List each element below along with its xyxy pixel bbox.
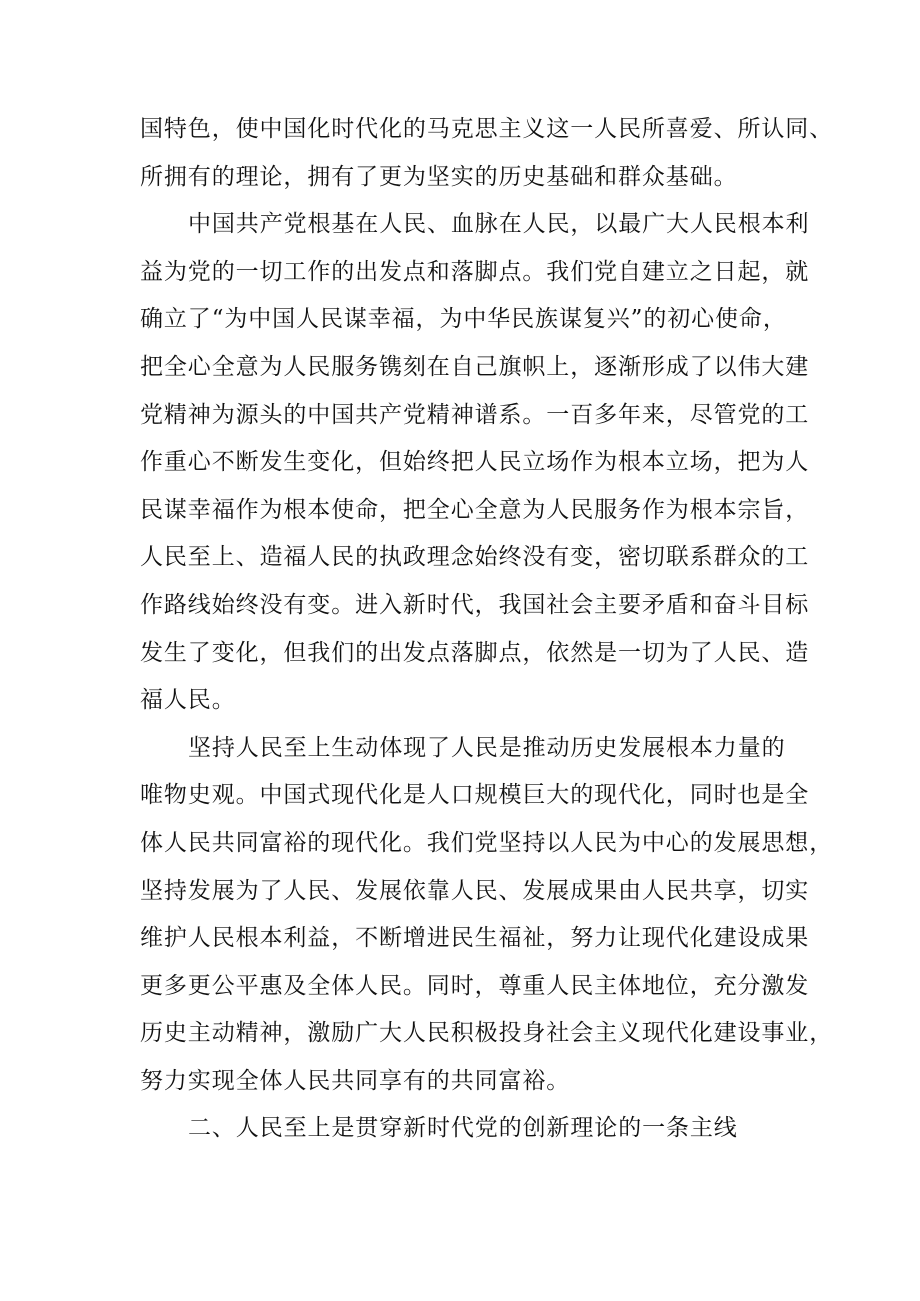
- text-line: 国特色，使中国化时代化的马克思主义这一人民所喜爱、所认同、: [140, 116, 834, 142]
- text-line: 二、人民至上是贯穿新时代党的创新理论的一条主线: [188, 1115, 738, 1142]
- document-body: [140, 106, 834, 1153]
- text-line: 党精神为源头的中国共产党精神谱系。一百多年来，尽管党的工: [140, 401, 810, 428]
- text-line: 民谋幸福作为根本使命，把全心全意为人民服务作为根本宗旨，: [140, 496, 810, 523]
- paragraph: [140, 725, 834, 1106]
- text-line: 把全心全意为人民服务镌刻在自己旗帜上，逐渐形成了以伟大建: [140, 353, 810, 380]
- text-line: 体人民共同富裕的现代化。我们党坚持以人民为中心的发展思想，: [140, 829, 834, 856]
- text-line: 历史主动精神，激励广大人民积极投身社会主义现代化建设事业，: [140, 1020, 834, 1047]
- text-line: 更多更公平惠及全体人民。同时，尊重人民主体地位，充分激发: [140, 972, 810, 999]
- text-line: 唯物史观。中国式现代化是人口规模巨大的现代化，同时也是全: [140, 782, 810, 809]
- text-line: 作重心不断发生变化，但始终把人民立场作为根本立场，把为人: [140, 449, 810, 476]
- text-line: 作路线始终没有变。进入新时代，我国社会主要矛盾和奋斗目标: [140, 591, 810, 618]
- text-line: 中国共产党根基在人民、血脉在人民，以最广大人民根本利: [188, 211, 810, 238]
- text-line: 所拥有的理论，拥有了更为坚实的历史基础和群众基础。: [140, 163, 738, 190]
- text-line: 确立了“为中国人民谋幸福，为中华民族谋复兴”的初心使命，: [140, 306, 787, 333]
- section-heading: [140, 1105, 800, 1153]
- text-line: 维护人民根本利益，不断增进民生福祉，努力让现代化建设成果: [140, 925, 810, 952]
- text-line: 努力实现全体人民共同享有的共同富裕。: [140, 1067, 571, 1094]
- text-line: 人民至上、造福人民的执政理念始终没有变，密切联系群众的工: [140, 544, 810, 571]
- text-line: 坚持人民至上生动体现了人民是推动历史发展根本力量的: [188, 734, 786, 761]
- paragraph: [140, 201, 810, 725]
- paragraph: [140, 106, 834, 201]
- text-line: 福人民。: [140, 687, 236, 714]
- text-line: 益为党的一切工作的出发点和落脚点。我们党自建立之日起，就: [140, 258, 810, 285]
- text-line: 发生了变化，但我们的出发点落脚点，依然是一切为了人民、造: [140, 639, 810, 666]
- text-line: 坚持发展为了人民、发展依靠人民、发展成果由人民共享，切实: [140, 877, 810, 904]
